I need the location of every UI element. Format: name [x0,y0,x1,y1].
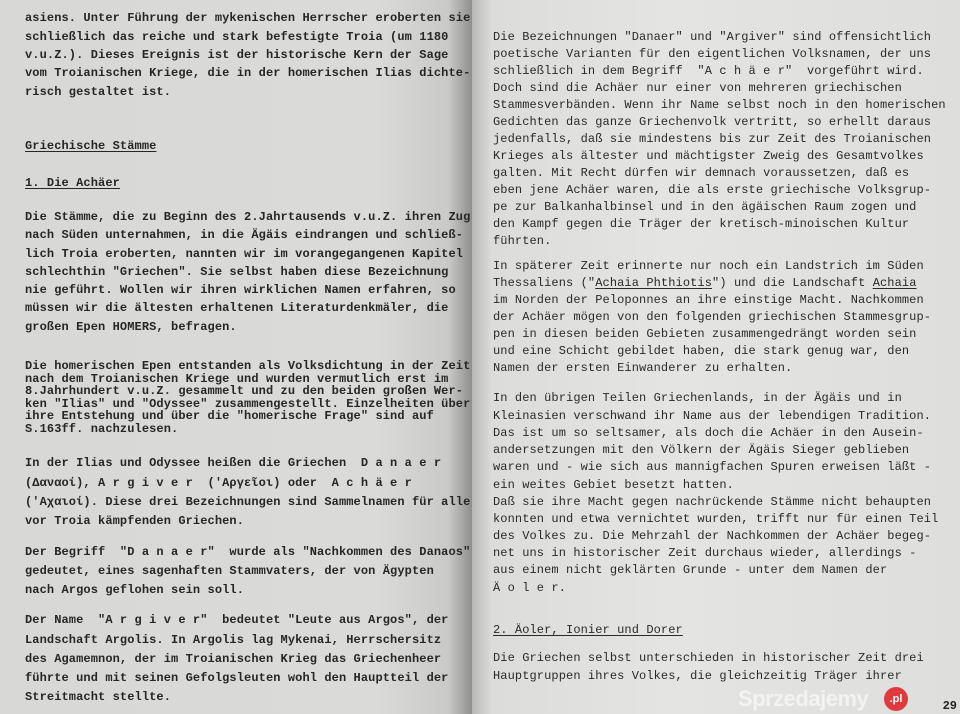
text-line: müssen wir die ältesten erhaltenen Literaturdenkmäler, die [25,301,449,315]
text-line: eben jene Achäer waren, die als erste griechische Volksgrup- [493,183,932,197]
text-line: Daß sie ihre Macht gegen nachrückende Stämme nicht behaupten [493,495,932,509]
text-line: Ä o l e r. [493,581,567,595]
text-line: nach dem Troianischen Kriege und wurden vermutlich erst im [25,372,449,386]
text-line: führten. [493,234,552,248]
text-line: Die Stämme, die zu Beginn des 2.Jahrtausends v.u.Z. ihren Zug [25,210,471,224]
text-line: aus einem nicht geklärten Grunde - unter dem Namen der [493,563,888,577]
text-line: galten. Mit Recht dürfen wir demnach voraussetzen, daß es [493,166,910,180]
text-line: des Volkes zu. Die Mehrzahl der Nachkommen der Achäer begeg- [493,529,932,543]
text-line: und eine Schicht gebildet haben, die stark genug war, den [493,344,910,358]
watermark-badge: .pl [884,687,908,711]
text-line: vom Troianischen Kriege, die in der homerischen Ilias dichte- [25,66,471,80]
text-line: nach Argos geflohen sein soll. [25,583,245,597]
text-line: net uns in historischer Zeit durchaus wieder, allerdings - [493,546,917,560]
text-line: ihre Entstehung und über die "homerische Frage" sind auf [25,409,434,423]
text-line: lich Troia eroberten, nannten wir im vorangegangenen Kapitel [25,247,464,261]
text-line: Der Begriff "D a n a e r" wurde als "Nachkommen des Danaos" [25,545,471,559]
text-line: schließlich in dem Begriff "A c h ä e r" vorgeführt wird. [493,64,924,78]
text-line: Landschaft Argolis. In Argolis lag Mykenai, Herrschersitz [25,633,442,647]
section-heading: Griechische Stämme [25,139,157,153]
text-line: Kleinasien verschwand ihr Name aus der lebendigen Tradition. [493,409,932,423]
text-line: poetische Varianten für den eigentlichen Volksnamen, der uns [493,47,932,61]
text-line: Doch sind die Achäer nur einer von mehreren griechischen [493,81,902,95]
text-line: großen Epen HOMERS, befragen. [25,320,237,334]
text-line: konnten und etwa vernichtet wurden, trifft nur für einen Teil [493,512,939,526]
text-line: pen in diesen beiden Gebieten zusammengedrängt worden sein [493,327,917,341]
text-line: (Δαναοί), A r g i v e r ('Αργεῖοι) oder A c h ä e r [25,476,412,490]
text-line: S.163ff. nachzulesen. [25,422,179,436]
text-line: ('Αχαιοί). Diese drei Bezeichnungen sind Sammelnamen für alle [25,495,471,509]
text-line [493,277,917,289]
text-line: Stammesverbänden. Wenn ihr Name selbst noch in den homerischen [493,98,946,112]
text-line: ken "Ilias" und "Odyssee" zusammengestellt. Einzelheiten über [25,397,471,411]
left-page [0,0,472,714]
text-line: 8.Jahrhundert v.u.Z. gesammelt und zu den beiden großen Wer- [25,384,464,398]
text-line: Gedichten das ganze Griechenvolk vertritt, so erhellt daraus [493,115,932,129]
text-line: Die Griechen selbst unterschieden in historischer Zeit drei [493,651,924,665]
text-line: den Kampf gegen die Träger der kretisch-minoischen Kultur [493,217,910,231]
text-line: nach Süden unternahmen, in die Ägäis eindrangen und schließ- [25,228,464,242]
text-line: der Achäer mögen von den folgenden griechischen Stammesgrup- [493,310,932,324]
page-number: 29 [942,699,957,713]
text-line: Der Name "A r g i v e r" bedeutet "Leute aus Argos", der [25,613,449,627]
text-line: asiens. Unter Führung der mykenischen Herrscher eroberten sie [25,11,471,25]
text-line: Namen der ersten Einwanderer zu erhalten. [493,361,793,375]
text-line: ein weites Gebiet besetzt hatten. [493,478,734,492]
text-line: In der Ilias und Odyssee heißen die Griechen D a n a e r [25,456,442,470]
text-line: jedenfalls, daß sie mindestens bis zur Zeit des Troianischen [493,132,932,146]
text-line: risch gestaltet ist. [25,85,172,99]
section-heading: 1. Die Achäer [25,176,120,190]
text-line: Krieges als ältester und mächtigster Zweig des Gesamtvolkes [493,149,924,163]
text-line: schlechthin "Griechen". Sie selbst haben diese Bezeichnung [25,265,449,279]
text-line: des Agamemnon, der im Troianischen Krieg das Griechenheer [25,652,442,666]
text-line: im Norden der Peloponnes an ihre einstige Macht. Nachkommen [493,293,924,307]
text-line: vor Troia kämpfenden Griechen. [25,514,245,528]
watermark-logo: Sprzedajemy [738,686,869,711]
text-line: andersetzungen mit den Völkern der Ägäis Sieger geblieben [493,443,910,457]
text-segment: ") und die Landschaft [712,276,873,290]
text-line: In den übrigen Teilen Griechenlands, in der Ägäis und in [493,391,902,405]
text-line: pe zur Balkanhalbinsel und in den ägäischen Raum zogen und [493,200,917,214]
right-page [472,0,960,714]
text-line: schließlich das reiche und stark befestigte Troia (um 1180 [25,30,449,44]
text-line: führte und mit seinen Gefolgsleuten wohl den Hauptteil der [25,671,449,685]
text-line: Die homerischen Epen entstanden als Volksdichtung in der Zeit [25,359,471,373]
text-line: Streitmacht stellte. [25,690,172,704]
underlined-term: Achaia Phthiotis [595,276,713,290]
section-heading: 2. Äoler, Ionier und Dorer [493,623,683,637]
text-line: Hauptgruppen ihres Volkes, die gleichzeitig Träger ihrer [493,669,902,683]
text-segment: Thessaliens (" [493,276,596,290]
text-line: waren und - wie sich aus mannigfachen Spuren erweisen läßt - [493,460,932,474]
text-line: In späterer Zeit erinnerte nur noch ein Landstrich im Süden [493,259,924,273]
text-line: Die Bezeichnungen "Danaer" und "Argiver" sind offensichtlich [493,30,932,44]
text-line: Das ist um so seltsamer, als doch die Achäer in den Ausein- [493,426,924,440]
text-line: gedeutet, eines sagenhaften Stammvaters, der von Ägypten [25,564,434,578]
underlined-term: Achaia [872,276,917,290]
text-line: v.u.Z.). Dieses Ereignis ist der historische Kern der Sage [25,48,449,62]
text-line: nie geführt. Wollen wir ihren wirklichen Namen erfahren, so [25,283,456,297]
